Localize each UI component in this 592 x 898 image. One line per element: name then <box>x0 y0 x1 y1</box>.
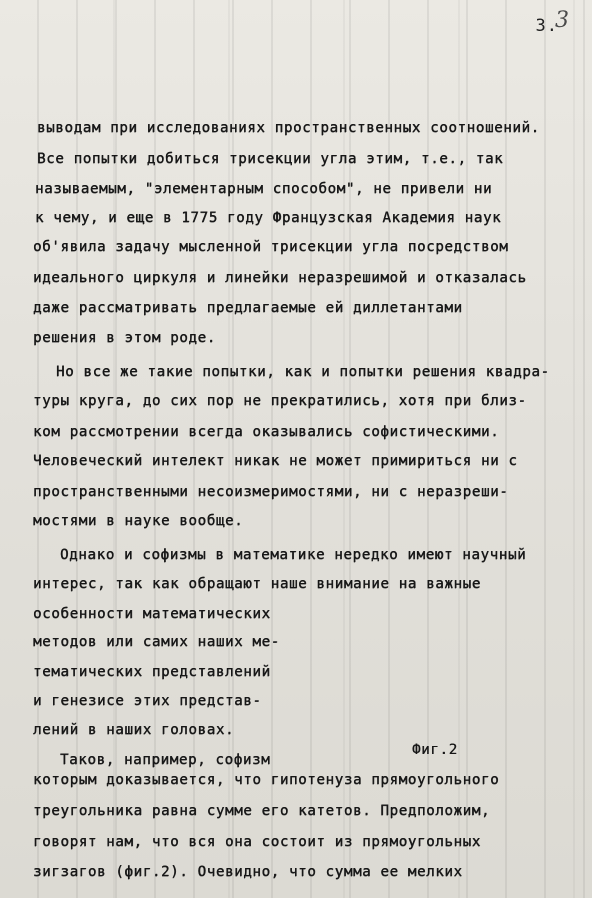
text-line: Человеческий интелект никак не может примириться ни с <box>33 453 518 469</box>
text-line: даже рассматривать предлагаемые ей диллетантами <box>33 300 463 316</box>
text-line: треугольника равна сумме его катетов. Предположим, <box>33 803 491 819</box>
page-number <box>535 8 570 37</box>
text-line: и генезисе этих представ- <box>33 693 262 709</box>
text-line: называемым, "элементарным способом", не привели ни <box>35 181 493 197</box>
text-line: решения в этом роде. <box>33 330 216 346</box>
text-line: мостями в науке вообще. <box>33 513 244 529</box>
text-line: лений в наших головах. <box>33 722 235 738</box>
figure-label: Фиг.2 <box>412 742 458 758</box>
text-line: которым доказывается, что гипотенуза прямоугольного <box>33 772 500 788</box>
text-line: говорят нам, что вся она состоит из прямоугольных <box>33 834 481 850</box>
text-line: ком рассмотрении всегда оказывались софистическими. <box>33 424 500 440</box>
page-number-typed: 3. <box>535 16 558 36</box>
text-line: особенности математических <box>33 606 271 622</box>
text-line: Все попытки добиться трисекции угла этим, т.е., так <box>37 151 504 167</box>
text-line: методов или самих наших ме- <box>33 634 280 650</box>
text-line: к чему, и еще в 1775 году Французская Академия наук <box>35 210 502 226</box>
page-number-handwritten: 3 <box>555 8 570 33</box>
text-line: об'явила задачу мысленной трисекции угла посредством <box>33 239 509 255</box>
text-line: Однако и софизмы в математике нередко имеют научный <box>60 547 527 563</box>
text-line: идеального циркуля и линейки неразрешимой и отказалась <box>33 270 527 286</box>
text-line: выводам при исследованиях пространственных соотношений. <box>37 120 540 136</box>
text-line: зигзагов (фиг.2). Очевидно, что сумма ее мелких <box>33 864 463 880</box>
text-line: интерес, так как обращают наше внимание на важные <box>33 576 481 592</box>
text-line: Но все же такие попытки, как и попытки решения квадра- <box>56 364 550 380</box>
text-line: тематических представлений <box>33 664 271 680</box>
text-line: Таков, например, софизм <box>60 752 271 768</box>
text-line: туры круга, до сих пор не прекратились, хотя при близ- <box>33 393 527 409</box>
text-line: пространственными несоизмеримостями, ни с неразреши- <box>33 484 509 500</box>
